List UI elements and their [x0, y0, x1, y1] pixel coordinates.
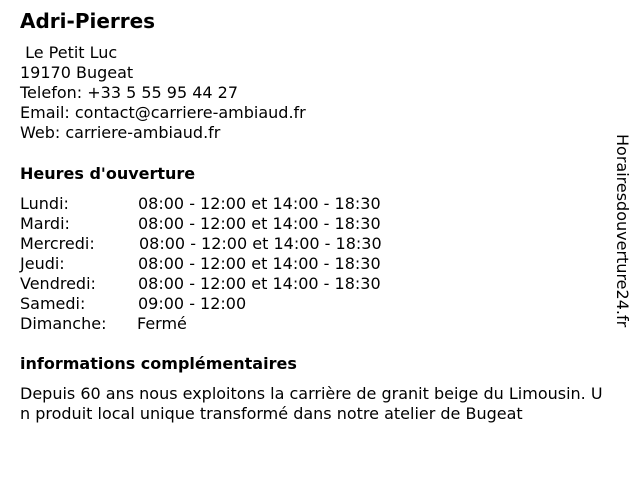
time-value: 09:00 - 12:00	[138, 294, 247, 313]
hours-heading: Heures d'ouverture	[20, 164, 196, 183]
address-line: Le Petit Luc	[20, 43, 118, 62]
city-line: 19170 Bugeat	[20, 63, 134, 82]
email-line: Email: contact@carriere-ambiaud.fr	[20, 103, 306, 122]
web-line: Web: carriere-ambiaud.fr	[20, 123, 221, 142]
day-label: Mardi:	[20, 214, 70, 233]
site-watermark: Horairesdouverture24.fr	[613, 134, 632, 328]
hours-row-friday	[20, 274, 580, 294]
time-value: 08:00 - 12:00 et 14:00 - 18:30	[138, 274, 381, 293]
hours-row-monday	[20, 194, 580, 214]
hours-table	[20, 194, 580, 334]
hours-row-sunday	[20, 314, 580, 334]
hours-row-tuesday	[20, 214, 580, 234]
time-value: 08:00 - 12:00 et 14:00 - 18:30	[138, 254, 381, 273]
time-value: 08:00 - 12:00 et 14:00 - 18:30	[138, 214, 381, 233]
time-value: Fermé	[137, 314, 187, 333]
info-heading: informations complémentaires	[20, 354, 297, 373]
day-label: Jeudi:	[20, 254, 65, 273]
hours-row-saturday	[20, 294, 580, 314]
day-label: Samedi:	[20, 294, 86, 313]
contact-block	[20, 43, 306, 143]
hours-row-wednesday	[20, 234, 580, 254]
day-label: Vendredi:	[20, 274, 96, 293]
info-description: Depuis 60 ans nous exploitons la carrière de granit beige du Limousin. Un produit local unique transformé dans notre atelier de Bugeat	[20, 384, 603, 423]
time-value: 08:00 - 12:00 et 14:00 - 18:30	[139, 234, 382, 253]
day-label: Mercredi:	[20, 234, 95, 253]
day-label: Lundi:	[20, 194, 69, 213]
business-name: Adri-Pierres	[20, 9, 156, 33]
day-label: Dimanche:	[20, 314, 107, 333]
hours-row-thursday	[20, 254, 580, 274]
time-value: 08:00 - 12:00 et 14:00 - 18:30	[138, 194, 381, 213]
phone-line: Telefon: +33 5 55 95 44 27	[20, 83, 239, 102]
